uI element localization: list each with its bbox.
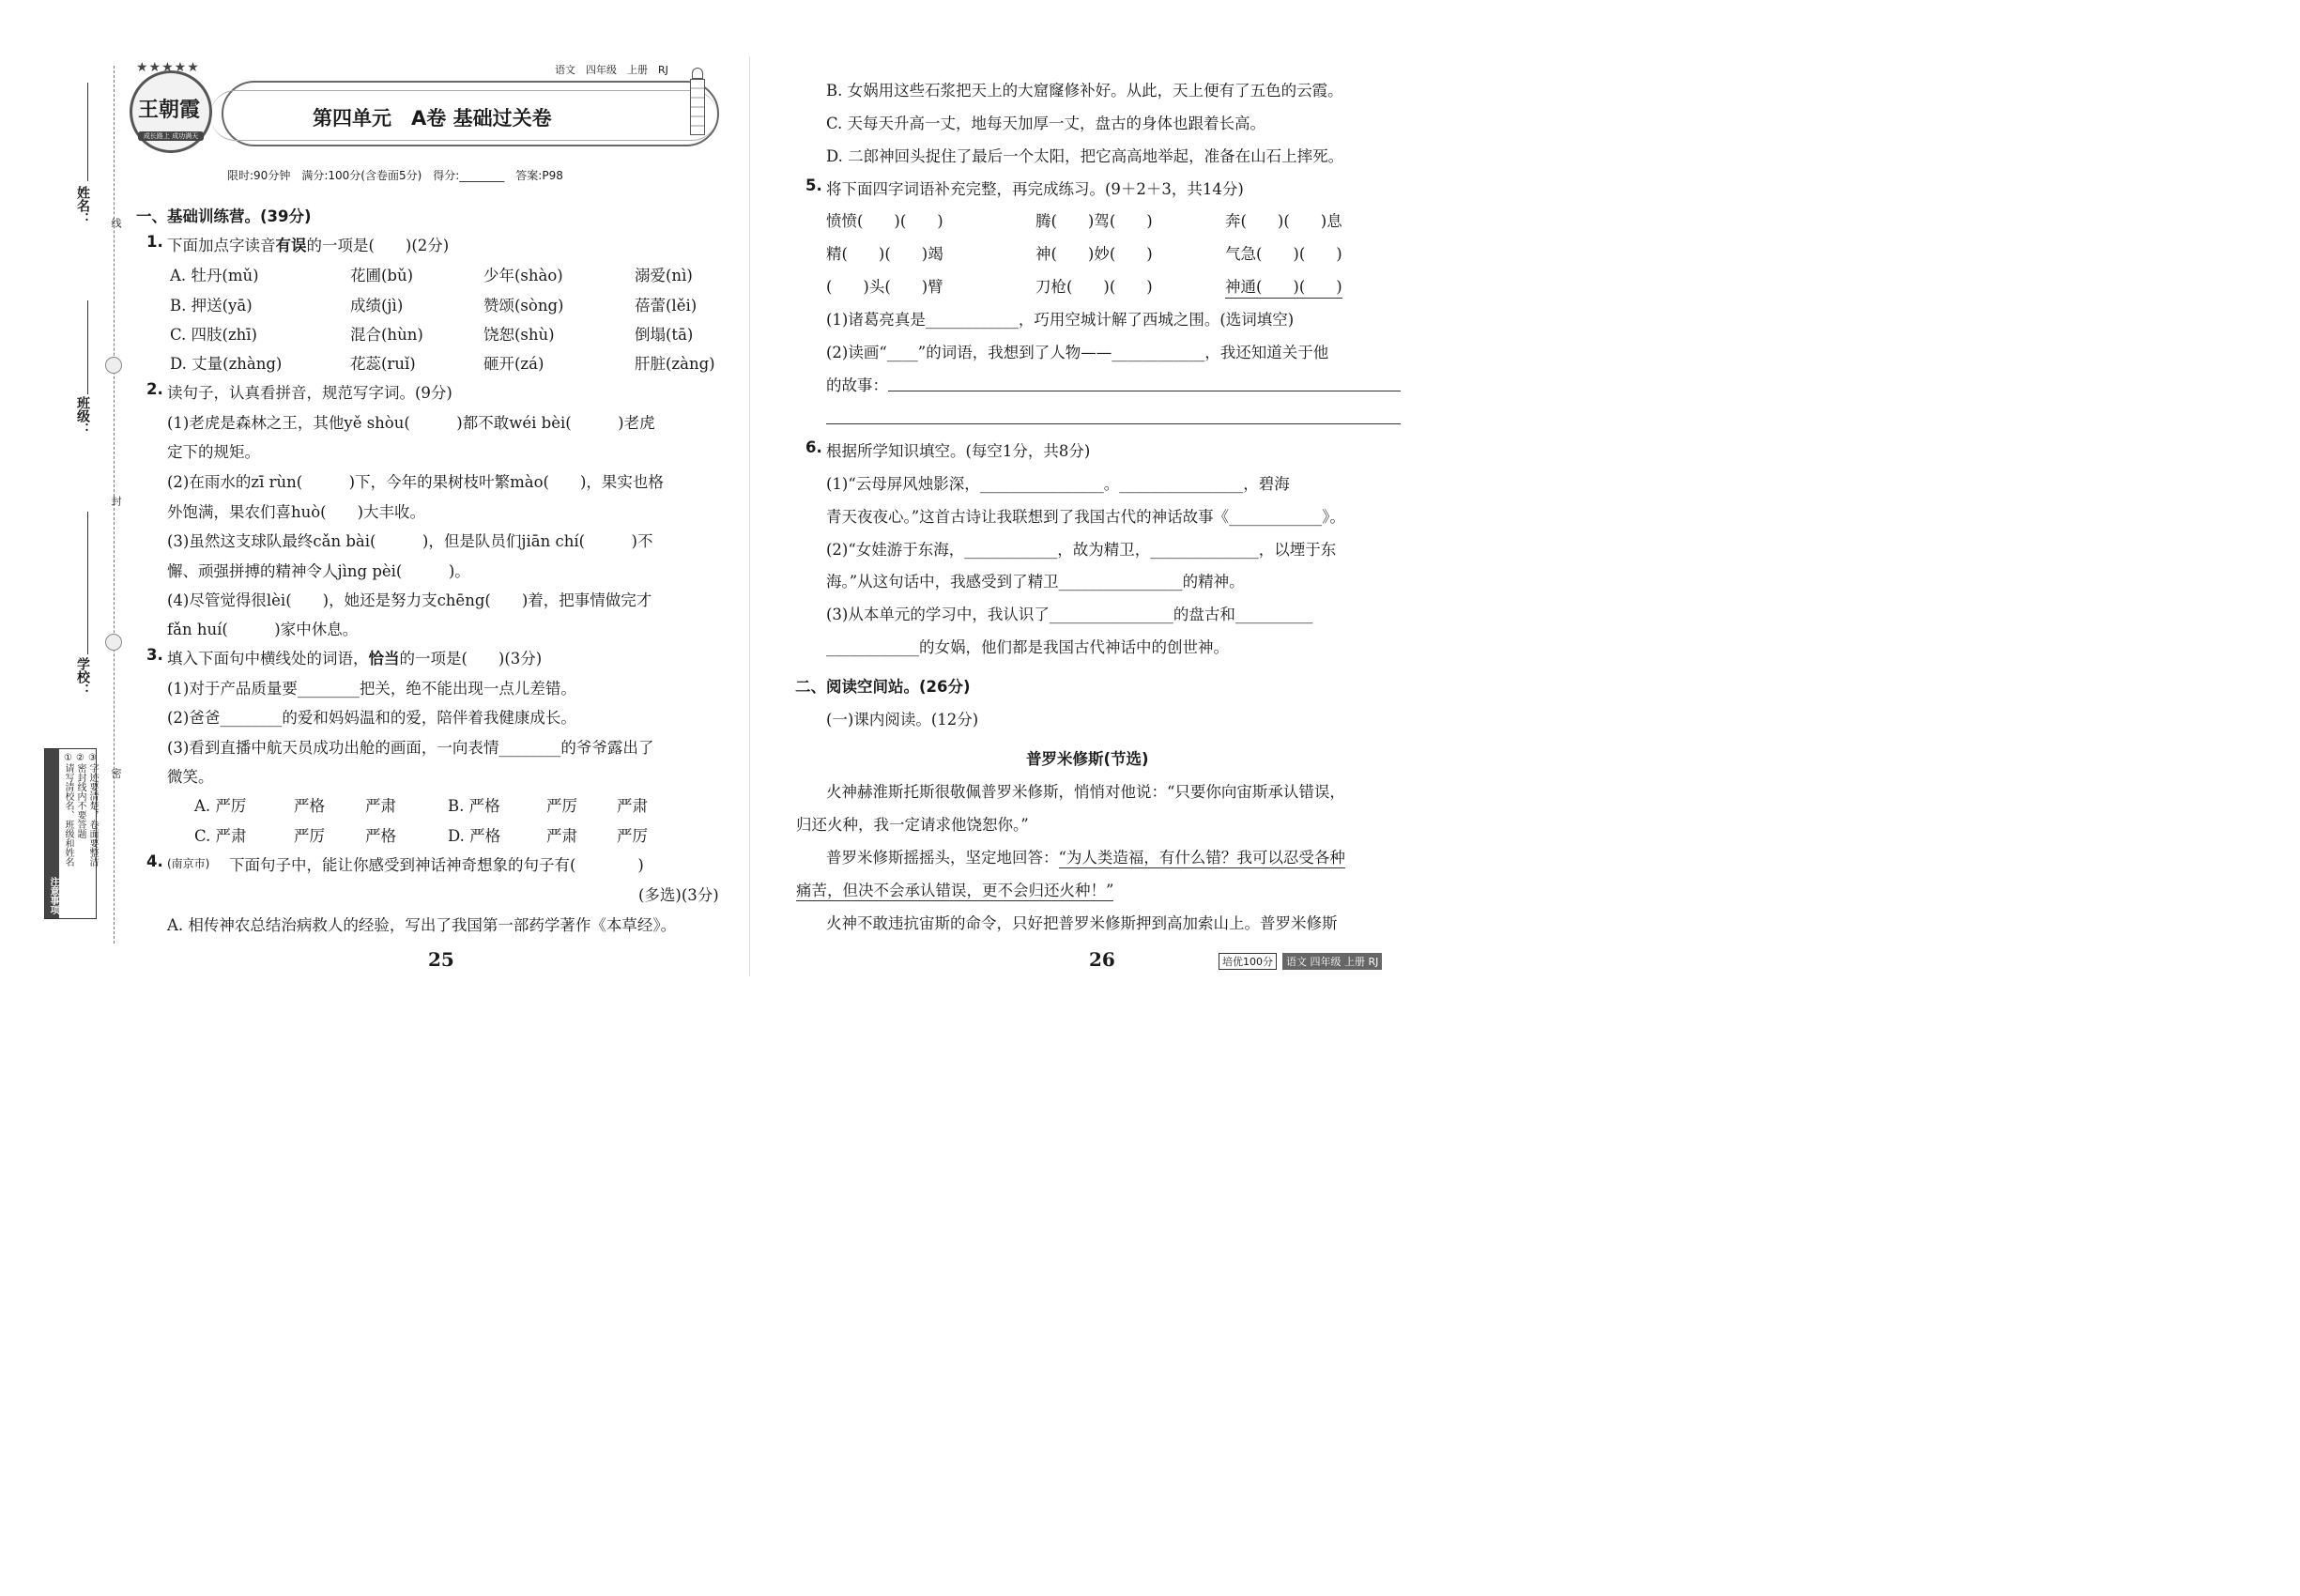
q3-option-d-word: 严厉 (617, 827, 648, 845)
binding-hole-icon (105, 634, 122, 651)
q6-line[interactable]: (3)从本单元的学习中，我认识了________________的盘古和__________ (826, 606, 1313, 623)
binding-hole-icon (105, 357, 122, 374)
q2-line[interactable]: (2)在雨水的zī rùn( )下，今年的果树枝叶繁mào( )，果实也格 (167, 473, 664, 491)
q1-option-d2: 花蕊(ruǐ) (350, 355, 416, 373)
q1-number: 1. (146, 233, 163, 251)
q3-line: 微笑。 (167, 768, 214, 786)
q3-line[interactable]: (1)对于产品质量要________把关，绝不能出现一点儿差错。 (167, 680, 576, 698)
brand-logo (130, 60, 212, 153)
cut-label-2: 封 (110, 496, 122, 506)
school-field[interactable] (87, 512, 88, 654)
q1-option-c4: 倒塌(tā) (635, 326, 694, 344)
q1-option-c1[interactable]: C. 四肢(zhī) (170, 326, 257, 344)
q6-line[interactable]: (1)“云母屏风烛影深，________________。________________，碧海 (826, 475, 1290, 493)
q4-number: 4. (146, 852, 163, 870)
note-1: ①请写清校名、班级和姓名 (63, 753, 73, 867)
note-2: ②密封线内不要答题 (75, 753, 85, 838)
subject-info: 语文 四年级 上册 RJ (555, 64, 668, 76)
q3-option-c-word: 严厉 (294, 827, 325, 845)
q5-word[interactable]: 精( )( )竭 (826, 245, 943, 263)
q5-stem: 将下面四字词语补充完整，再完成练习。(9＋2＋3，共14分) (826, 180, 1244, 198)
section2-title: 二、阅读空间站。(26分) (795, 678, 971, 696)
q5-word[interactable]: 腾( )驾( ) (1035, 212, 1153, 230)
brand-name: 王朝霞 (138, 98, 201, 122)
q2-line[interactable]: 外饱满，果农们喜huò( )大丰收。 (167, 503, 426, 521)
q2-line[interactable]: (3)虽然这支球队最终cǎn bài( )，但是队员们jiān chí( )不 (167, 532, 653, 550)
q5-word[interactable]: 神( )妙( ) (1035, 245, 1153, 263)
q1-option-a1[interactable]: A. 牡丹(mǔ) (170, 267, 259, 284)
q4-option-d[interactable]: D. 二郎神回头捉住了最后一个太阳，把它高高地举起，准备在山石上摔死。 (826, 147, 1344, 165)
q5-word[interactable]: 奔( )( )息 (1225, 212, 1342, 230)
q4-option-c[interactable]: C. 天每天升高一丈，地每天加厚一丈，盘古的身体也跟着长高。 (826, 115, 1266, 132)
q1-option-a4: 溺爱(nì) (635, 267, 693, 284)
passage-para: 普罗米修斯摇摇头，坚定地回答：“为人类造福，有什么错？我可以忍受各种 (826, 849, 1345, 867)
q1-option-c3: 饶恕(shù) (483, 326, 555, 344)
q5-sub1[interactable]: (1)诸葛亮真是____________，巧用空城计解了西城之围。(选词填空) (826, 311, 1295, 329)
q6-number: 6. (805, 438, 822, 456)
q1-option-c2: 混合(hùn) (350, 326, 423, 344)
q3-option-a-word: 严格 (294, 797, 325, 815)
answer-line[interactable] (826, 423, 1401, 424)
underlined-quote: “为人类造福，有什么错？我可以忍受各种 (1058, 849, 1345, 867)
q1-option-d3: 砸开(zá) (483, 355, 544, 373)
q4-option-a[interactable]: A. 相传神农总结治病救人的经验，写出了我国第一部药学著作《本草经》。 (167, 916, 677, 934)
q5-sub2-cont: 的故事： (826, 376, 888, 394)
q3-option-b-word: 严厉 (546, 797, 577, 815)
section1-title: 一、基础训练营。(39分) (136, 207, 312, 225)
page-number-left: 25 (428, 948, 454, 971)
q3-option-c[interactable]: C. 严肃 (194, 827, 247, 845)
q2-stem: 读句子，认真看拼音，规范写字词。(9分) (167, 384, 452, 402)
footer-badge: 培优100分 (1219, 953, 1277, 970)
notes-title: 注意事项 (48, 877, 58, 914)
q6-line[interactable]: 海。”从这句话中，我感受到了精卫________________的精神。 (826, 573, 1245, 591)
passage-para (796, 878, 1113, 900)
exam-meta: 限时:90分钟 满分:100分(含卷面5分) 得分:________ 答案:P98 (227, 169, 563, 182)
section2-subtitle: (一)课内阅读。(12分) (826, 711, 979, 729)
q5-number: 5. (805, 176, 822, 194)
q3-number: 3. (146, 646, 163, 664)
passage-para: 火神赫淮斯托斯很敬佩普罗米修斯，悄悄对他说：“只要你向宙斯承认错误， (826, 783, 1345, 801)
q3-line[interactable]: (3)看到直播中航天员成功出舱的画面，一向表情________的爷爷露出了 (167, 739, 654, 757)
q6-line[interactable]: (2)“女娃游于东海，____________，故为精卫，______________，以堙于东 (826, 541, 1337, 559)
passage-para: 火神不敢违抗宙斯的命令，只好把普罗米修斯押到高加索山上。普罗米修斯 (826, 914, 1338, 932)
q2-number: 2. (146, 380, 163, 398)
passage-title: 普罗米修斯(节选) (1026, 750, 1149, 768)
q2-line[interactable]: fǎn huí( )家中休息。 (167, 621, 359, 638)
q1-option-d4: 肝脏(zàng) (635, 355, 715, 373)
q5-sub2[interactable]: (2)读画“____”的词语，我想到了人物——____________，我还知道关于他 (826, 344, 1329, 361)
name-field[interactable] (87, 83, 88, 181)
q5-word[interactable]: ( )头( )臂 (826, 278, 943, 296)
brand-slogan: 成长路上 成功满天 (138, 131, 204, 141)
q6-line[interactable]: ____________的女娲，他们都是我国古代神话中的创世神。 (826, 638, 1229, 656)
q5-word[interactable]: 气急( )( ) (1225, 245, 1342, 263)
q1-stem: 下面加点字读音有误的一项是( )(2分) (167, 237, 450, 254)
q1-option-b1[interactable]: B. 押送(yā) (170, 297, 253, 315)
school-label: 学校： (75, 657, 90, 697)
q1-option-a3: 少年(shào) (483, 267, 563, 284)
star-icon: ★★★★★ (136, 60, 200, 75)
notes-box (44, 748, 97, 919)
spine-divider (749, 56, 750, 976)
q3-option-c-word: 严格 (365, 827, 396, 845)
passage-para: 归还火种，我一定请求他饶恕你。” (796, 816, 1029, 834)
cut-label-3: 密 (110, 768, 122, 778)
page-number-right: 26 (1089, 948, 1115, 971)
q6-stem: 根据所学知识填空。(每空1分，共8分) (826, 442, 1091, 460)
q2-line[interactable]: (1)老虎是森林之王，其他yě shòu( )都不敢wéi bèi( )老虎 (167, 414, 655, 432)
q5-word[interactable]: 刀枪( )( ) (1035, 278, 1153, 296)
lighthouse-icon (686, 68, 709, 143)
q2-line[interactable]: 懈、顽强拼搏的精神令人jìng pèi( )。 (167, 562, 470, 580)
class-label: 班级： (75, 396, 90, 436)
q1-option-a2: 花圃(bǔ) (350, 267, 414, 284)
q1-option-d1[interactable]: D. 丈量(zhàng) (170, 355, 283, 373)
note-3: ③字迹要清楚，卷面要整洁 (87, 753, 98, 867)
q5-word-underlined[interactable]: 神通( )( ) (1225, 274, 1342, 299)
name-label: 姓名： (75, 186, 90, 225)
q4-option-b[interactable]: B. 女娲用这些石浆把天上的大窟窿修补好。从此，天上便有了五色的云霞。 (826, 82, 1343, 100)
q6-line[interactable]: 青天夜夜心。”这首古诗让我联想到了我国古代的神话故事《____________》。 (826, 508, 1345, 526)
q2-line[interactable]: (4)尽管觉得很lèi( )，她还是努力支chēng( )着，把事情做完才 (167, 591, 652, 609)
q3-line[interactable]: (2)爸爸________的爱和妈妈温和的爱，陪伴着我健康成长。 (167, 709, 576, 727)
q3-option-d[interactable]: D. 严格 (448, 827, 501, 845)
q1-option-b2: 成绩(jì) (350, 297, 404, 315)
q3-option-b[interactable]: B. 严格 (448, 797, 500, 815)
cut-label-1: 线 (110, 218, 122, 228)
q4-score: (多选)(3分) (638, 886, 719, 904)
q3-option-a[interactable]: A. 严厉 (194, 797, 247, 815)
q5-word[interactable]: 愤愤( )( ) (826, 212, 943, 230)
q4-region-tag: (南京市) (167, 857, 210, 870)
page-title: 第四单元 A卷 基础过关卷 (313, 107, 552, 130)
footer-info: 语文 四年级 上册 RJ (1282, 953, 1382, 970)
underlined-quote: 痛苦，但决不会承认错误，更不会归还火种！” (796, 882, 1114, 899)
q3-option-b-word: 严肃 (617, 797, 648, 815)
q4-stem[interactable]: 下面句子中，能让你感受到神话神奇想象的句子有( ) (229, 856, 644, 874)
q3-option-a-word: 严肃 (365, 797, 396, 815)
q1-option-b4: 蓓蕾(lěi) (635, 297, 698, 315)
class-field[interactable] (87, 300, 88, 394)
q1-option-b3: 赞颂(sòng) (483, 297, 564, 315)
q3-option-d-word: 严肃 (546, 827, 577, 845)
q2-line: 定下的规矩。 (167, 443, 260, 461)
q3-stem: 填入下面句中横线处的词语，恰当的一项是( )(3分) (167, 650, 543, 668)
